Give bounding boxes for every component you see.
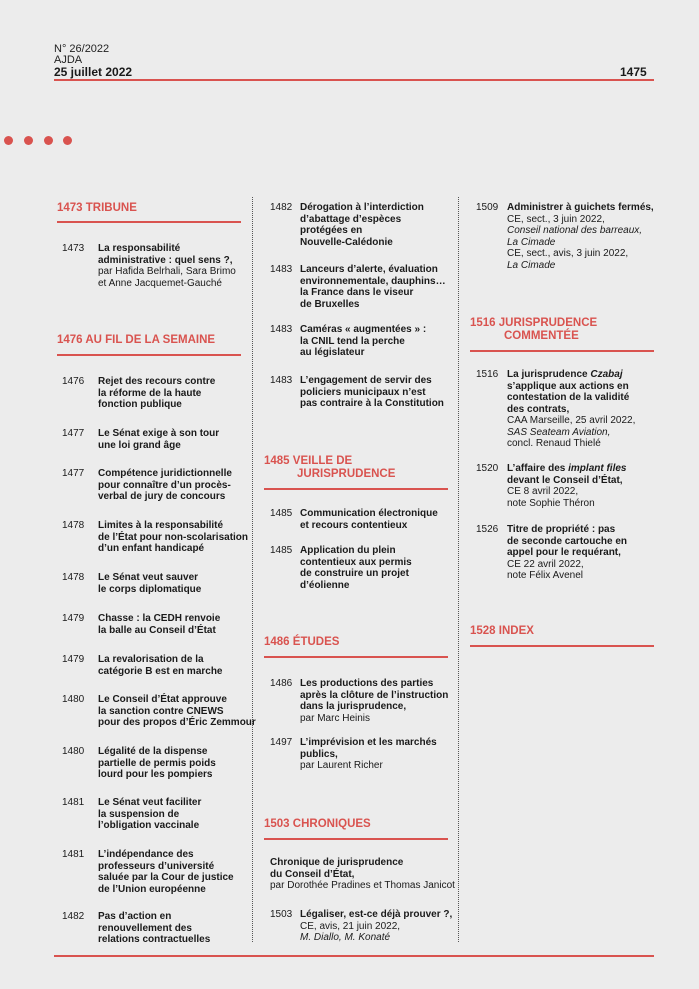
section-commentee-line1: 1516 JURISPRUDENCE [470,317,598,329]
entry-title: de l’État pour non-scolarisation [98,531,249,543]
entry-title-italic: Czabaj [590,369,623,380]
entry-title: d’abattage d’espèces [300,213,402,225]
entry-title: Le Conseil d’État approuve [98,694,227,705]
entry-page: 1478 [62,520,85,531]
entry-title: la CNIL tend la perche [300,335,405,347]
entry-author: par Dorothée Pradines et Thomas Janicot [270,880,455,891]
entry-title: de seconde cartouche en [507,535,628,547]
entry-title: Les productions des parties [300,678,434,689]
entry-page: 1480 [62,746,85,757]
entry-title: lourd pour les pompiers [98,769,213,780]
toc-entry-1476[interactable] [62,376,247,412]
entry-title: Pas d’action en [98,911,172,922]
entry-title: Limites à la responsabilité [98,520,224,531]
entry-title: contestation de la validité [507,392,630,403]
entry-title: de l’Union européenne [98,883,206,895]
entry-title: administrative : quel sens ?, [98,254,233,266]
entry-title: fonction publique [98,399,182,410]
toc-entry-1520[interactable] [476,463,661,511]
entry-page: 1476 [62,376,85,387]
entry-author: par Laurent Richer [300,760,383,771]
toc-entry-1483c[interactable] [270,375,455,411]
column-divider [252,197,253,942]
entry-title: pour des propos d’Éric Zemmour [98,717,256,728]
entry-author: note Félix Avenel [507,570,583,581]
entry-author: concl. Renaud Thielé [507,438,601,449]
toc-entry-1486[interactable] [270,678,455,726]
entry-title: La responsabilité [98,243,181,254]
entry-parties: SAS Seateam Aviation, [507,426,611,438]
toc-entry-chronique[interactable] [270,857,455,893]
entry-page: 1482 [270,202,293,213]
entry-title: L’indépendance des [98,849,194,860]
entry-title: Dérogation à l’interdiction [300,202,424,213]
issue-date: 25 juillet 2022 [54,65,133,79]
toc-entry-1478b[interactable] [62,572,247,596]
toc-entry-1503[interactable] [270,909,455,945]
entry-title: appel pour le requérant, [507,547,621,558]
entry-page: 1516 [476,369,499,380]
entry-title: Le Sénat veut faciliter [98,797,202,808]
section-rule [57,221,241,223]
decor-dot [44,136,53,145]
toc-entry-1485a[interactable] [270,508,455,532]
entry-author: et Anne Jacquemet-Gauché [98,277,222,289]
entry-title: de construire un projet [300,568,409,579]
entry-title: de Bruxelles [300,298,360,310]
section-chroniques: 1503 CHRONIQUES [264,818,371,830]
entry-title: Légaliser, est-ce déjà prouver ?, [300,909,453,920]
entry-page: 1485 [270,508,293,519]
entry-title: et recours contentieux [300,519,408,531]
entry-title: La jurisprudence [507,369,591,380]
entry-page: 1480 [62,694,85,705]
toc-entry-1478a[interactable] [62,520,247,556]
entry-title: du Conseil d’État, [270,868,355,880]
entry-title: publics, [300,748,338,760]
toc-entry-1479b[interactable] [62,654,247,678]
toc-entry-1482b[interactable] [270,202,455,250]
entry-title: Administrer à guichets fermés, [507,202,654,213]
toc-entry-1479a[interactable] [62,613,247,637]
section-semaine: 1476 AU FIL DE LA SEMAINE [57,334,216,346]
entry-page: 1478 [62,572,85,583]
page-number: 1475 [620,65,647,79]
entry-title: Rejet des recours contre [98,376,216,387]
entry-title: Compétence juridictionnelle [98,468,232,479]
entry-title: L’affaire des [507,463,569,474]
entry-title: le corps diplomatique [98,583,202,595]
journal-name: AJDA [54,54,83,66]
entry-title: Le Sénat veut sauver [98,572,199,583]
entry-page: 1503 [270,909,293,920]
entry-source: CE, sect., avis, 3 juin 2022, [507,248,629,259]
section-veille [264,455,395,481]
entry-title: Communication électronique [300,508,438,519]
entry-page: 1520 [476,463,499,474]
header-rule [54,79,654,81]
entry-parties: La Cimade [507,236,556,248]
toc-entry-1480a[interactable] [62,694,256,730]
entry-title: la suspension de [98,808,180,820]
entry-title: une loi grand âge [98,439,181,451]
entry-title-italic: implant files [568,463,627,474]
entry-title: s’applique aux actions en [507,380,629,392]
entry-page: 1526 [476,524,499,535]
entry-parties: Conseil national des barreaux, [507,225,643,236]
entry-title: des contrats, [507,403,570,415]
toc-entry-1526[interactable] [476,524,661,584]
toc-entry-1480b[interactable] [62,746,247,782]
entry-title: la sanction contre CNEWS [98,705,224,717]
entry-author: note Sophie Théron [507,497,595,509]
section-veille-line2: JURISPRUDENCE [297,468,396,480]
toc-entry-1482a[interactable] [62,911,247,947]
entry-title: Le Sénat exige à son tour [98,428,220,439]
entry-parties: La Cimade [507,259,556,271]
entry-page: 1483 [270,324,293,335]
section-rule [264,488,448,490]
entry-author: par Hafida Belrhali, Sara Brimo [98,266,236,277]
entry-title: professeurs d’université [98,860,215,872]
section-rule [264,656,448,658]
entry-source: CE 22 avril 2022, [507,558,584,570]
section-rule [57,354,241,356]
entry-source: CE 8 avril 2022, [507,486,579,497]
entry-page: 1482 [62,911,85,922]
decor-dot [63,136,72,145]
entry-title: Titre de propriété : pas [507,524,616,535]
section-rule [264,838,448,840]
toc-entry-1485b[interactable] [270,545,455,593]
entry-author: par Marc Heinis [300,712,371,724]
toc-entry-1509[interactable] [476,202,661,274]
entry-title: pas contraire à la Constitution [300,398,444,409]
entry-title: Caméras « augmentées » : [300,324,427,335]
toc-entry-1481a[interactable] [62,797,247,833]
entry-title: policiers municipaux n’est [300,386,426,398]
section-rule [470,350,654,352]
entry-title: protégées en [300,225,363,236]
toc-entry-1483a[interactable] [270,264,455,312]
entry-page: 1477 [62,428,85,439]
entry-title: d’un enfant handicapé [98,543,205,554]
entry-title: renouvellement des [98,922,192,934]
entry-page: 1479 [62,654,85,665]
entry-source: CAA Marseille, 25 avril 2022, [507,415,636,426]
entry-page: 1486 [270,678,293,689]
entry-title: Nouvelle-Calédonie [300,236,393,248]
entry-page: 1509 [476,202,499,213]
entry-title: après la clôture de l’instruction [300,689,449,701]
toc-entry-1477a[interactable] [62,428,247,452]
section-commentee-line2: COMMENTÉE [504,330,579,342]
decor-dot [4,136,13,145]
entry-title: Lanceurs d’alerte, évaluation [300,264,438,275]
entry-title: L’engagement de servir des [300,375,432,386]
entry-page: 1483 [270,264,293,275]
entry-title: partielle de permis poids [98,757,216,769]
entry-title: relations contractuelles [98,934,211,945]
entry-title: au législateur [300,347,365,358]
toc-entry-1497[interactable] [270,737,455,773]
entry-title: saluée par la Cour de justice [98,872,234,883]
section-rule [470,645,654,647]
entry-page: 1485 [270,545,293,556]
section-index: 1528 INDEX [470,625,534,637]
entry-title: contentieux aux permis [300,556,412,568]
section-veille-line1: 1485 VEILLE DE [264,455,353,467]
decor-dot [24,136,33,145]
entry-title: Légalité de la dispense [98,746,208,757]
entry-title: catégorie B est en marche [98,665,223,677]
toc-entry-1477b[interactable] [62,468,247,504]
entry-page: 1479 [62,613,85,624]
entry-page: 1483 [270,375,293,386]
entry-title: devant le Conseil d’État, [507,474,623,486]
entry-title: Application du plein [300,545,396,556]
section-commentee [470,317,597,343]
entry-page: 1481 [62,797,85,808]
section-etudes: 1486 ÉTUDES [264,636,340,648]
entry-source: CE, sect., 3 juin 2022, [507,213,605,225]
entry-title: la réforme de la haute [98,387,202,399]
entry-title: pour connaître d’un procès- [98,479,231,491]
entry-title: l’obligation vaccinale [98,820,200,831]
toc-entry-1473[interactable] [62,243,247,293]
section-tribune: 1473 TRIBUNE [57,202,137,214]
entry-page: 1497 [270,737,293,748]
entry-source: CE, avis, 21 juin 2022, [300,920,401,932]
toc-entry-1516[interactable] [476,369,661,453]
column-divider [458,197,459,942]
entry-title: Chasse : la CEDH renvoie [98,613,221,624]
entry-page: 1481 [62,849,85,860]
entry-page: 1473 [62,243,85,254]
entry-title: Chronique de jurisprudence [270,857,404,868]
entry-page: 1477 [62,468,85,479]
entry-title: la France dans le viseur [300,287,414,298]
entry-title: environnementale, dauphins… [300,275,446,287]
footer-rule [54,955,654,957]
toc-entry-1481b[interactable] [62,849,247,897]
entry-title: La revalorisation de la [98,654,204,665]
entry-parties: M. Diallo, M. Konaté [300,932,391,943]
entry-title: d’éolienne [300,579,350,591]
entry-title: verbal de jury de concours [98,491,226,502]
toc-entry-1483b[interactable] [270,324,455,360]
entry-title: L’imprévision et les marchés [300,737,437,748]
entry-title: la balle au Conseil d’État [98,624,216,636]
entry-title: dans la jurisprudence, [300,701,407,712]
issue-number: N° 26/2022 [54,43,110,55]
